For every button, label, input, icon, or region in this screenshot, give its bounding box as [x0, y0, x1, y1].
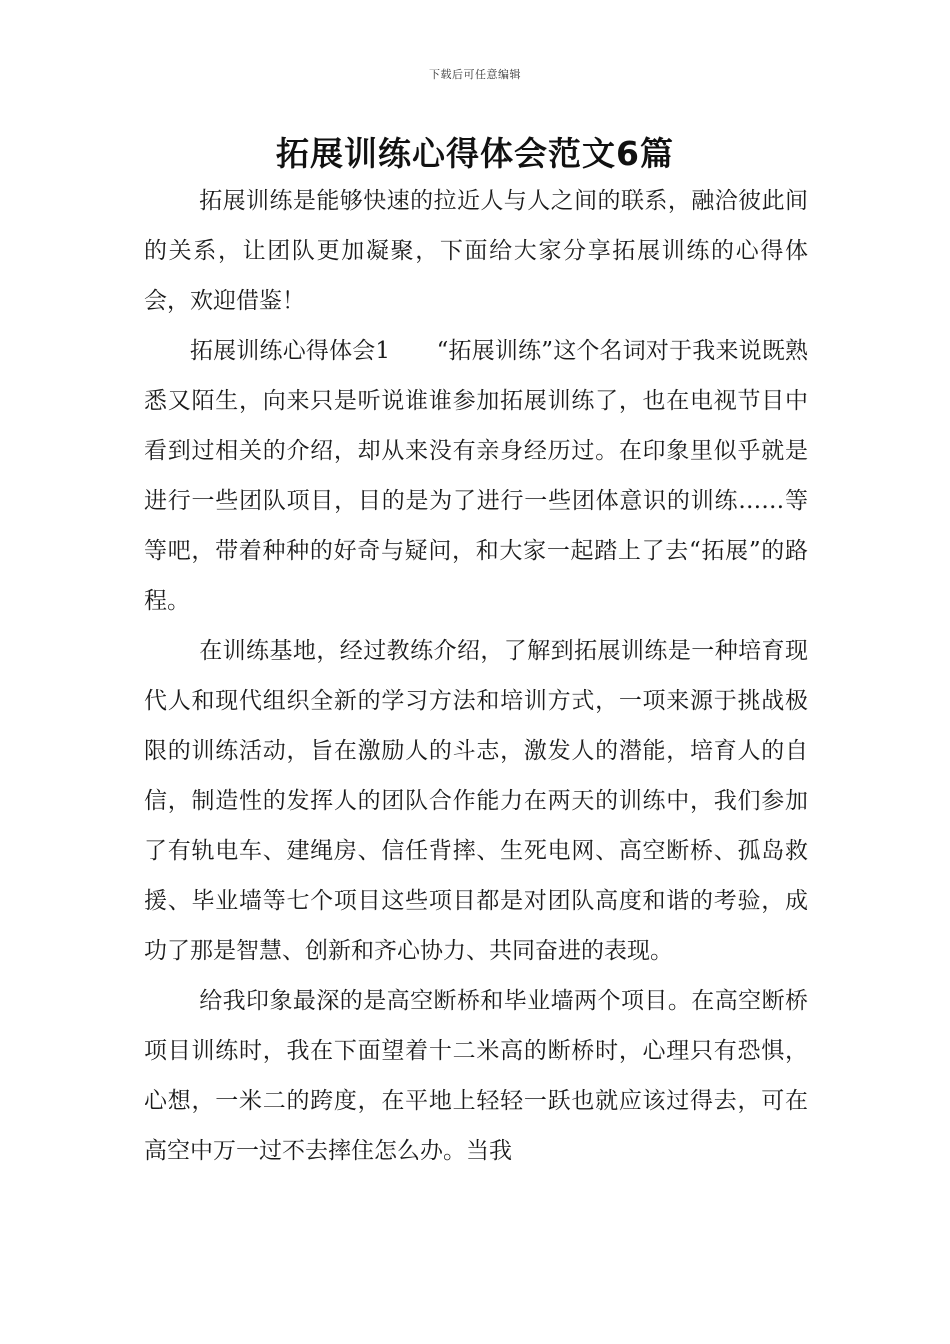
- paragraph-deepest-impression: 给我印象最深的是高空断桥和毕业墙两个项目。在高空断桥项目训练时，我在下面望着十二米高的断桥时，心理只有恐惧，心想，一米二的跨度，在平地上轻轻一跃也就应该过得去，可在高空中万一过不去摔住怎么办。当我: [144, 988, 808, 1164]
- document-title: 拓展训练心得体会范文6篇: [276, 134, 674, 173]
- paragraph-intro: 拓展训练是能够快速的拉近人与人之间的联系，融洽彼此间的关系，让团队更加凝聚，下面给大家分享拓展训练的心得体会，欢迎借鉴！: [144, 188, 808, 314]
- paragraph-experience-1: 拓展训练心得体会1 “拓展训练”这个名词对于我来说既熟悉又陌生，向来只是听说谁谁参加拓展训练了，也在电视节目中看到过相关的介绍，却从来没有亲身经历过。在印象里似乎就是进行一些团队项目，目的是为了进行一些团体意识的训练……等等吧，带着种种的好奇与疑问，和大家一起踏上了去“拓展”的路程。: [144, 338, 808, 614]
- document-body: [144, 176, 808, 1176]
- header-note: 下载后可任意编辑: [429, 68, 521, 81]
- paragraph-training-base: 在训练基地，经过教练介绍，了解到拓展训练是一种培育现代人和现代组织全新的学习方法和培训方式，一项来源于挑战极限的训练活动，旨在激励人的斗志，激发人的潜能，培育人的自信，制造性的发挥人的团队合作能力在两天的训练中，我们参加了有轨电车、建绳房、信任背摔、生死电网、高空断桥、孤岛救援、毕业墙等七个项目这些项目都是对团队高度和谐的考验，成功了那是智慧、创新和齐心协力、共同奋进的表现。: [144, 638, 808, 964]
